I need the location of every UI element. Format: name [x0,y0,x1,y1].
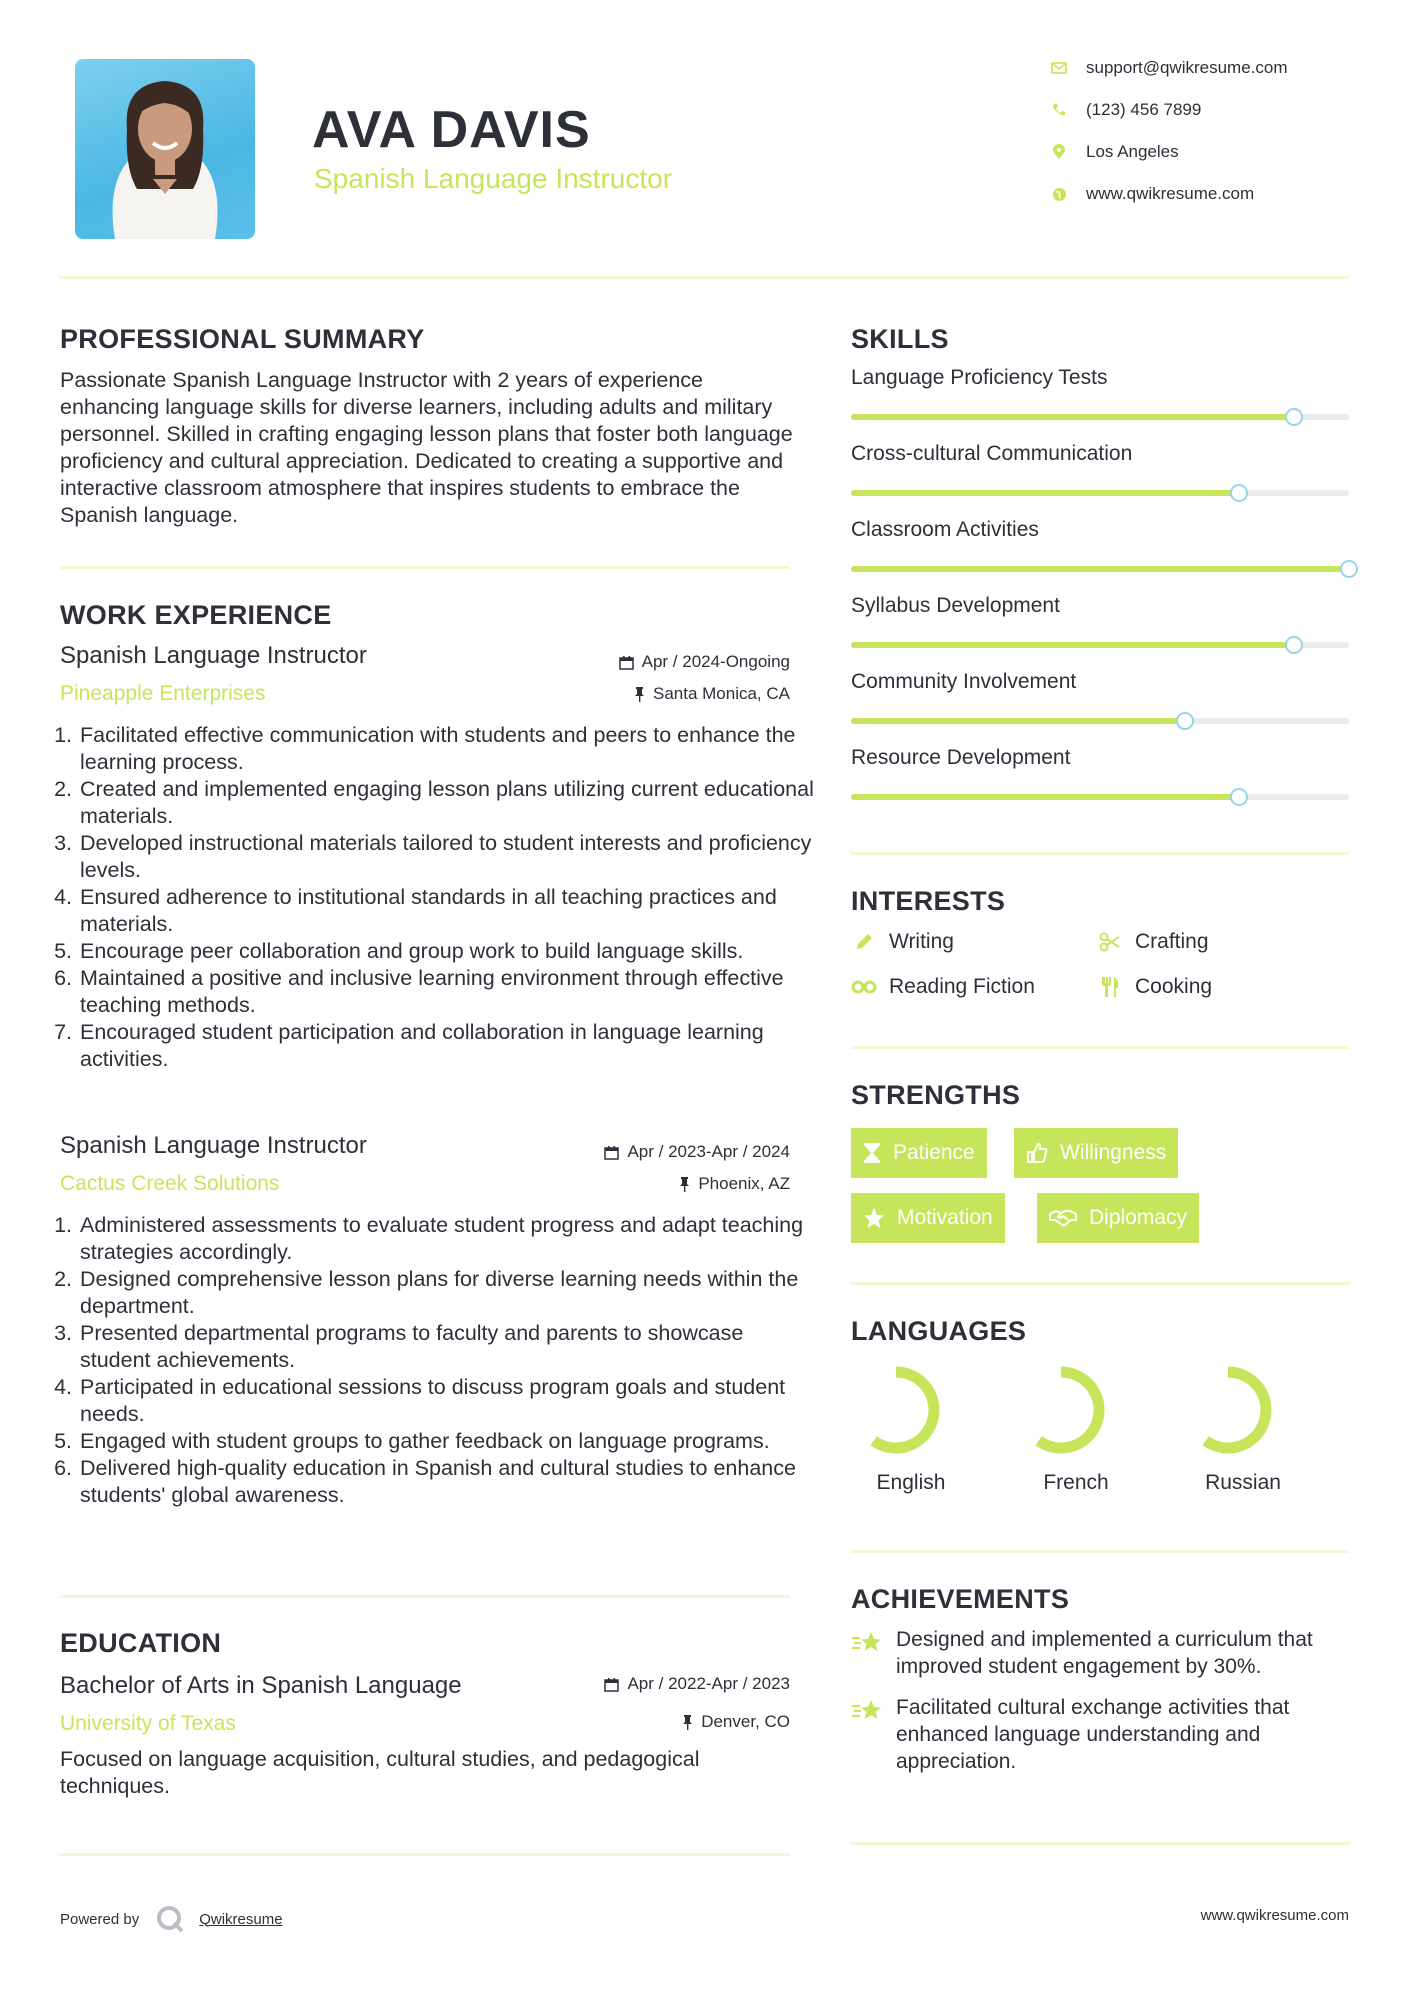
skills-divider [851,852,1349,855]
skill-label: Language Proficiency Tests [851,366,1108,389]
education-location [500,1712,790,1732]
job-date [500,1142,790,1162]
job-title: Spanish Language Instructor [60,1132,367,1159]
pushpin-icon [634,687,645,702]
pushpin-icon [682,1715,693,1730]
skill-label: Community Involvement [851,670,1077,693]
interest-item [851,930,954,954]
skill-label: Syllabus Development [851,594,1060,617]
job-date [500,652,790,672]
achievement-text: Facilitated cultural exchange activities that enhanced language understanding and appreciation. [896,1696,1290,1773]
skill-label: Cross-cultural Communication [851,442,1133,465]
qwikresume-logo-icon [155,1904,185,1934]
candidate-role: Spanish Language Instructor [314,163,673,194]
summary-heading: PROFESSIONAL SUMMARY [60,324,425,354]
list-item: 5. Engaged with student groups to gather feedback on language programs. [78,1428,818,1455]
phone-icon [1050,101,1068,119]
language-item [851,1360,971,1495]
list-item: 3. Presented departmental programs to faculty and parents to showcase student achievements. [78,1320,818,1374]
job-title: Spanish Language Instructor [60,642,367,669]
education-date [500,1674,790,1694]
job-responsibilities [56,722,818,1073]
job-company: Cactus Creek Solutions [60,1172,280,1195]
globe-icon [1050,185,1068,203]
education-divider [60,1853,790,1856]
language-gauge [1016,1360,1136,1460]
strength-label: Motivation [897,1206,993,1229]
job-location-text: Phoenix, AZ [698,1174,790,1193]
interest-label: Writing [889,930,954,953]
interest-item [1097,975,1212,999]
profile-photo [75,59,255,239]
skill-item [851,366,1349,442]
contact-location [1050,142,1179,162]
list-item: 4. Ensured adherence to institutional standards in all teaching practices and materials. [78,884,818,938]
skill-slider-handle[interactable] [1230,484,1248,502]
job-responsibilities [56,1212,818,1509]
job-company: Pineapple Enterprises [60,682,266,705]
achievement-item [851,1694,1349,1775]
achievements-list [851,1626,1349,1775]
job-date-text: Apr / 2023-Apr / 2024 [627,1142,790,1161]
interests-heading: INTERESTS [851,886,1006,916]
pencil-icon [851,932,877,952]
glasses-icon [851,980,877,994]
list-item: 3. Developed instructional materials tailored to student interests and proficiency levels. [78,830,818,884]
strength-chip [851,1193,1005,1243]
skills-heading: SKILLS [851,324,949,354]
degree-title: Bachelor of Arts in Spanish Language [60,1672,462,1699]
map-pin-icon [1050,143,1068,161]
strength-label: Willingness [1060,1141,1167,1164]
list-item: 6. Maintained a positive and inclusive learning environment through effective teaching methods. [78,965,818,1019]
contact-website[interactable] [1050,184,1254,204]
school-name: University of Texas [60,1712,236,1735]
shooting-star-icon [851,1694,896,1775]
skill-track [851,794,1349,800]
skill-item [851,518,1349,594]
skills-list [851,366,1349,822]
powered-by-label: Powered by [60,1910,140,1928]
list-item: 1. Administered assessments to evaluate student progress and adapt teaching strategies accordingly. [78,1212,818,1266]
candidate-name: AVA DAVIS [312,101,591,159]
language-gauge [1183,1360,1303,1460]
skill-track [851,718,1349,724]
education-location-text: Denver, CO [701,1712,790,1731]
hourglass-icon [863,1142,881,1164]
contact-website-text: www.qwikresume.com [1086,184,1255,203]
skill-fill [851,414,1294,420]
interests-divider [851,1046,1349,1049]
job-location-text: Santa Monica, CA [652,684,790,703]
language-label: Russian [1205,1471,1281,1494]
shooting-star-icon [851,1626,896,1680]
powered-by [60,1904,283,1934]
language-item [1183,1360,1303,1495]
language-item [1016,1360,1136,1495]
strength-label: Diplomacy [1089,1206,1188,1229]
interest-item [1097,930,1209,954]
envelope-icon [1050,59,1068,77]
skill-track [851,414,1349,420]
calendar-icon [619,655,634,670]
list-item: 7. Encouraged student participation and collaboration in language learning activities. [78,1019,818,1073]
skill-label: Classroom Activities [851,518,1039,541]
star-icon [863,1207,885,1229]
strength-chip [1037,1193,1199,1243]
job-location [500,1174,790,1194]
portrait-illustration [75,59,255,239]
list-item: 5. Encourage peer collaboration and group work to build language skills. [78,938,818,965]
list-item: 2. Designed comprehensive lesson plans for diverse learning needs within the department. [78,1266,818,1320]
education-heading: EDUCATION [60,1628,222,1658]
skill-item [851,746,1349,822]
list-item: 6. Delivered high-quality education in Spanish and cultural studies to enhance students' global awareness. [78,1455,818,1509]
language-gauge [851,1360,971,1460]
strength-label: Patience [893,1141,975,1164]
contact-email[interactable] [1050,58,1288,78]
footer-website[interactable]: www.qwikresume.com [1200,1907,1349,1924]
interest-item [851,975,1035,999]
skill-fill [851,794,1239,800]
contact-location-text: Los Angeles [1086,142,1179,161]
interest-label: Cooking [1135,975,1213,998]
list-item: 2. Created and implemented engaging lesson plans utilizing current educational materials. [78,776,818,830]
skill-item [851,442,1349,518]
strengths-heading: STRENGTHS [851,1080,1021,1110]
experience-heading: WORK EXPERIENCE [60,600,332,630]
contact-phone-text: (123) 456 7899 [1086,100,1202,119]
qwikresume-link[interactable]: Qwikresume [199,1910,283,1928]
strengths-divider [851,1282,1349,1285]
experience-divider [60,1595,790,1598]
interest-label: Reading Fiction [889,975,1035,998]
header-divider [59,276,1349,279]
skill-fill [851,566,1349,572]
languages-list [851,1360,1349,1520]
skill-track [851,642,1349,648]
skill-fill [851,718,1185,724]
skill-track [851,490,1349,496]
languages-heading: LANGUAGES [851,1316,1027,1346]
utensils-icon [1097,976,1123,998]
skill-slider-handle[interactable] [1340,560,1358,578]
job-location [500,684,790,704]
scissors-icon [1097,932,1123,952]
education-text: Focused on language acquisition, cultural studies, and pedagogical techniques. [60,1747,700,1798]
calendar-icon [604,1677,619,1692]
achievements-divider [851,1842,1349,1845]
handshake-icon [1049,1208,1077,1228]
job-date-text: Apr / 2024-Ongoing [641,652,790,671]
list-item: 4. Participated in educational sessions to discuss program goals and student needs. [78,1374,818,1428]
achievement-item [851,1626,1349,1680]
achievement-text: Designed and implemented a curriculum that improved student engagement by 30%. [896,1628,1313,1678]
skill-slider-handle[interactable] [1230,788,1248,806]
language-label: French [1043,1471,1109,1494]
thumbs-up-icon [1026,1142,1048,1164]
skill-slider-handle[interactable] [1176,712,1194,730]
contact-email-text: support@qwikresume.com [1086,58,1288,77]
summary-divider [60,566,790,569]
skill-fill [851,490,1239,496]
calendar-icon [604,1145,619,1160]
pushpin-icon [679,1177,690,1192]
skill-track [851,566,1349,572]
skill-slider-handle[interactable] [1285,636,1303,654]
languages-divider [851,1550,1349,1553]
list-item: 1. Facilitated effective communication with students and peers to enhance the learning process. [78,722,818,776]
language-label: English [876,1471,946,1494]
skill-item [851,670,1349,746]
skill-item [851,594,1349,670]
summary-text: Passionate Spanish Language Instructor with 2 years of experience enhancing language skills for diverse learners, including adults and military personnel. Skilled in crafting engaging lesson plans that foster both language proficiency and cultural appreciation. Dedicated to creating a supportive and interactive classroom atmosphere that inspires students to embrace the Spanish language. [60,368,793,527]
skill-label: Resource Development [851,746,1071,769]
achievements-heading: ACHIEVEMENTS [851,1584,1070,1614]
strength-chip [1014,1128,1178,1178]
skill-fill [851,642,1294,648]
strength-chip [851,1128,987,1178]
interest-label: Crafting [1135,930,1209,953]
contact-phone[interactable] [1050,100,1201,120]
education-date-text: Apr / 2022-Apr / 2023 [627,1674,790,1693]
skill-slider-handle[interactable] [1285,408,1303,426]
